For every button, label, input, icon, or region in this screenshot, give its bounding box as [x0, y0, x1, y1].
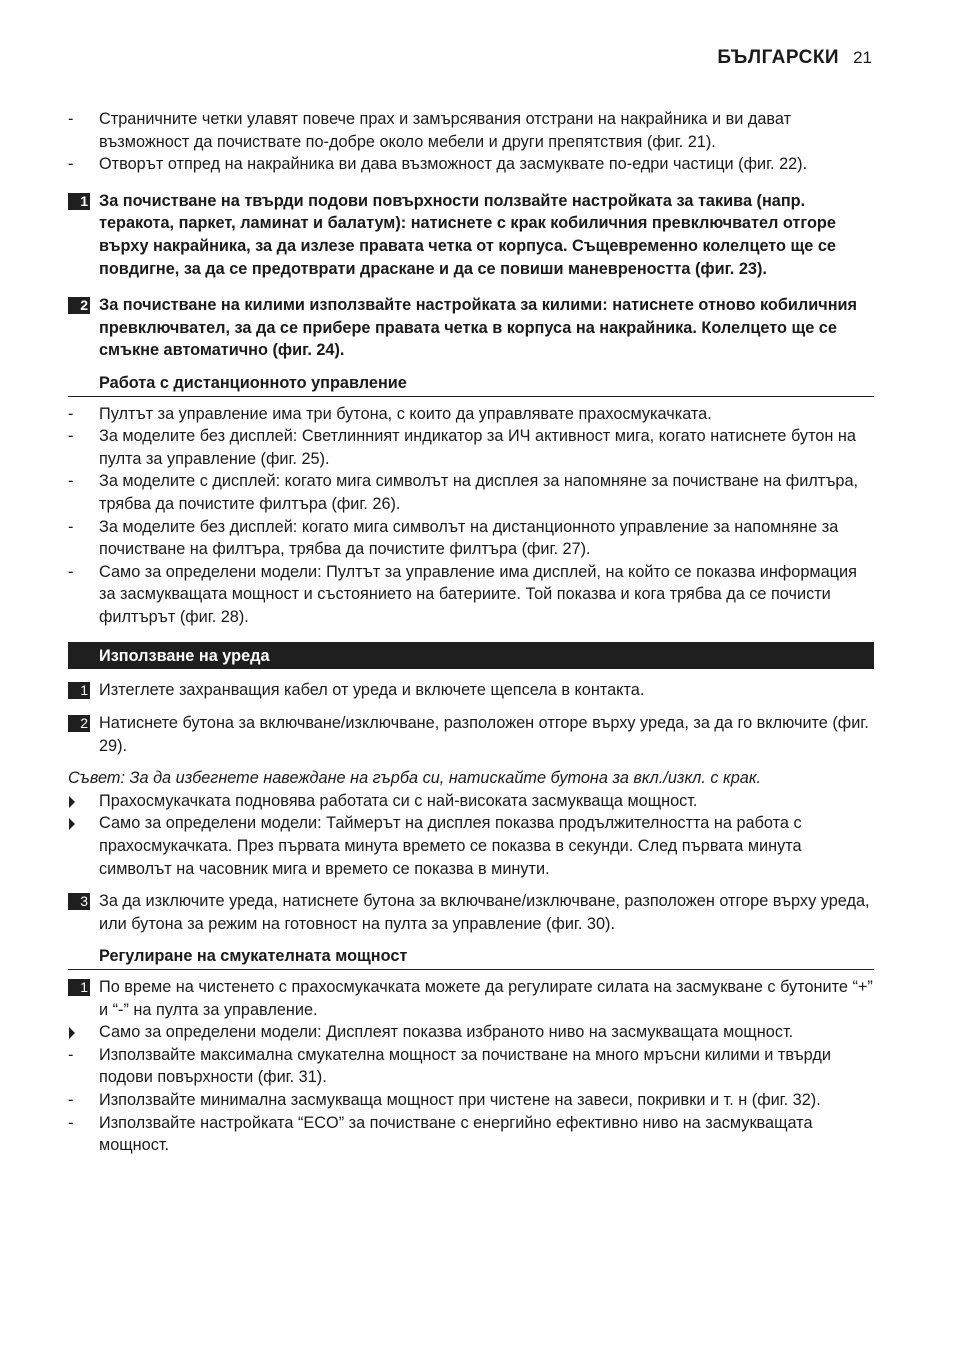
step-text: За почистване на твърди подови повърхности ползвайте настройката за такива (напр. теракота, паркет, ламинат и балатум): натиснете с крак кобиличния превключвател отгоре върху накрайника, за да излезе правата четка от корпуса. Същевременно колелцето ще се повдигне, за да се предотврати драскане и да се повиши маневреността (фиг. 23).	[99, 191, 836, 278]
step-item	[68, 890, 874, 935]
step-item	[68, 712, 874, 757]
result-arrow-icon	[69, 818, 75, 830]
section-heading-remote: Работа с дистанционното управление	[68, 372, 874, 397]
result-item	[68, 812, 874, 880]
list-item	[68, 516, 874, 561]
step-number: 3	[68, 893, 90, 910]
list-item	[68, 108, 874, 153]
list-item	[68, 425, 874, 470]
result-text: Само за определени модели: Дисплеят показва избраното ниво на засмукващата мощност.	[99, 1023, 794, 1042]
step-item	[68, 976, 874, 1021]
step-text: Натиснете бутона за включване/изключване, разположен отгоре върху уреда, за да го включите (фиг. 29).	[99, 714, 869, 755]
page-content	[68, 108, 874, 1157]
list-item-text: За моделите с дисплей: когато мига символът на дисплея за напомняне за почистване на филтъра, трябва да почистите филтъра (фиг. 26).	[99, 472, 859, 513]
dash-marker: -	[68, 472, 74, 491]
dash-marker: -	[68, 1090, 74, 1109]
dash-marker: -	[68, 155, 74, 174]
step-number: 2	[68, 715, 90, 732]
list-item	[68, 1044, 874, 1089]
tip-text: Съвет: За да избегнете навеждане на гърба си, натискайте бутона за вкл./изкл. с крак.	[68, 769, 762, 788]
section-heading-suction: Регулиране на смукателната мощност	[68, 945, 874, 970]
step-number: 1	[68, 682, 90, 699]
list-item-text: Използвайте настройката “ECO” за почистване с енергийно ефективно ниво на засмукващата мощност.	[99, 1113, 813, 1155]
list-item-text: Пултът за управление има три бутона, с които да управлявате прахосмукачката.	[99, 404, 712, 423]
result-text: Само за определени модели: Таймерът на дисплея показва продължителността на работа с прахосмукачката. През първата минута времето се показва в секунди. След първата минута символът на часовник мига и времето се показва в минути.	[99, 814, 802, 878]
step-text: Изтеглете захранващия кабел от уреда и включете щепсела в контакта.	[99, 681, 645, 700]
step-number: 2	[68, 297, 90, 314]
list-item	[68, 403, 874, 426]
list-item	[68, 561, 874, 629]
list-item-text: Само за определени модели: Пултът за управление има дисплей, на който се показва информация за засмукващата мощност и състоянието на батериите. Той показва и кога трябва да се почисти филтърът (фиг. 28).	[99, 562, 857, 626]
step-number: 1	[68, 979, 90, 996]
list-item-text: Отворът отпред на накрайника ви дава възможност да засмуквате по-едри частици (фиг. 22).	[99, 155, 808, 174]
step-text: За да изключите уреда, натиснете бутона за включване/изключване, разположен отгоре върху уреда, или бутона за режим на готовност на пулта за управление (фиг. 30).	[99, 892, 870, 933]
step-number: 1	[68, 193, 90, 210]
page-number: 21	[853, 48, 872, 67]
result-item	[68, 790, 874, 813]
dash-marker: -	[68, 110, 74, 128]
section-heading-using: Използване на уреда	[68, 642, 874, 669]
list-item-text: Използвайте минимална засмукваща мощност при чистене на завеси, покривки и т. н (фиг. 32).	[99, 1090, 821, 1109]
result-text: Прахосмукачката подновява работата си с най-високата засмукваща мощност.	[99, 791, 698, 810]
dash-marker: -	[68, 562, 74, 581]
dash-marker: -	[68, 427, 74, 446]
dash-marker: -	[68, 517, 74, 536]
step-item	[68, 679, 874, 702]
list-item	[68, 153, 874, 176]
step-item	[68, 294, 874, 362]
step-item	[68, 190, 874, 280]
list-item	[68, 1112, 874, 1157]
list-item	[68, 1089, 874, 1112]
list-item-text: Страничните четки улавят повече прах и замърсявания отстрани на накрайника и ви дават възможност да почиствате по-добре около мебели и други препятствия (фиг. 21).	[99, 110, 792, 151]
result-arrow-icon	[69, 796, 75, 808]
page-header	[717, 47, 872, 69]
step-text: За почистване на килими използвайте настройката за килими: натиснете отново кобиличния превключвател, за да се прибере правата четка в корпуса на накрайника. Колелцето ще се смъкне автоматично (фиг. 24).	[99, 296, 858, 360]
step-text: По време на чистенето с прахосмукачката можете да регулирате силата на засмукване с бутоните “+” и “-” на пулта за управление.	[99, 978, 873, 1019]
list-item-text: Използвайте максимална смукателна мощност за почистване на много мръсни килими и твърди подови повърхности (фиг. 31).	[99, 1045, 831, 1087]
dash-marker: -	[68, 404, 74, 423]
dash-marker: -	[68, 1045, 74, 1064]
result-item	[68, 1021, 874, 1044]
list-item-text: За моделите без дисплей: Светлинният индикатор за ИЧ активност мига, когато натиснете бутон на пулта за управление (фиг. 25).	[99, 427, 856, 468]
list-item	[68, 470, 874, 515]
result-arrow-icon	[69, 1027, 75, 1039]
language-label: БЪЛГАРСКИ	[717, 47, 840, 68]
list-item-text: За моделите без дисплей: когато мига символът на дистанционното управление за напомняне за почистване на филтъра, трябва да почистите филтъра (фиг. 27).	[99, 517, 839, 559]
dash-marker: -	[68, 1113, 74, 1132]
